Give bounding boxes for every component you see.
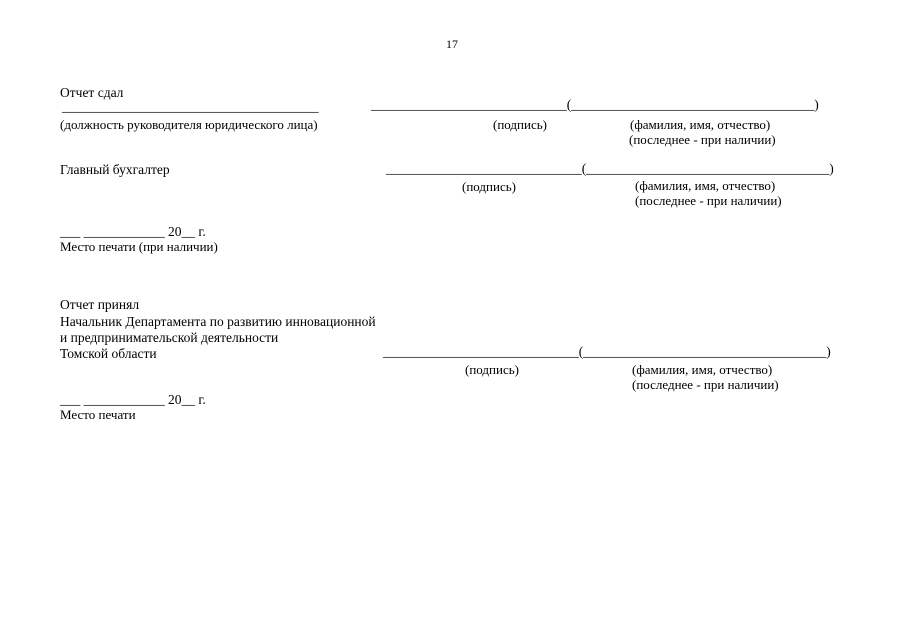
acceptor-title-line: и предпринимательской деятельности — [60, 330, 279, 345]
report-submitted-heading: Отчет сдал — [60, 85, 124, 100]
submitter-name-caption-note: (последнее - при наличии) — [629, 132, 776, 147]
chief-accountant-signature-caption: (подпись) — [462, 179, 516, 194]
submitter-signature-name-blank: _____________________________(____________________________________) — [371, 97, 819, 112]
chief-accountant-name-caption-note: (последнее - при наличии) — [635, 193, 782, 208]
chief-accountant-signature-name-blank: _____________________________(____________________________________) — [386, 161, 834, 176]
acceptor-title-line: Томской области — [60, 346, 157, 361]
chief-accountant-name-caption: (фамилия, имя, отчество) — [635, 178, 776, 193]
submitter-name-caption: (фамилия, имя, отчество) — [630, 117, 771, 132]
submitter-signature-caption: (подпись) — [493, 117, 547, 132]
accepted-date-line: ___ ____________ 20__ г. — [60, 392, 206, 407]
acceptor-signature-caption: (подпись) — [465, 362, 519, 377]
chief-accountant-heading: Главный бухгалтер — [60, 162, 170, 177]
accepted-stamp-note: Место печати — [60, 407, 136, 422]
acceptor-signature-name-blank: _____________________________(____________________________________) — [383, 344, 831, 359]
acceptor-name-caption: (фамилия, имя, отчество) — [632, 362, 773, 377]
page-number: 17 — [446, 37, 458, 51]
submitted-date-line: ___ ____________ 20__ г. — [60, 224, 206, 239]
report-accepted-heading: Отчет принял — [60, 297, 140, 312]
acceptor-title-line: Начальник Департамента по развитию инновационной — [60, 314, 376, 329]
submitted-stamp-note: Место печати (при наличии) — [60, 239, 218, 254]
acceptor-name-caption-note: (последнее - при наличии) — [632, 377, 779, 392]
submitter-position-caption: (должность руководителя юридического лица) — [60, 117, 318, 132]
submitter-position-blank: ______________________________________ — [62, 99, 319, 114]
